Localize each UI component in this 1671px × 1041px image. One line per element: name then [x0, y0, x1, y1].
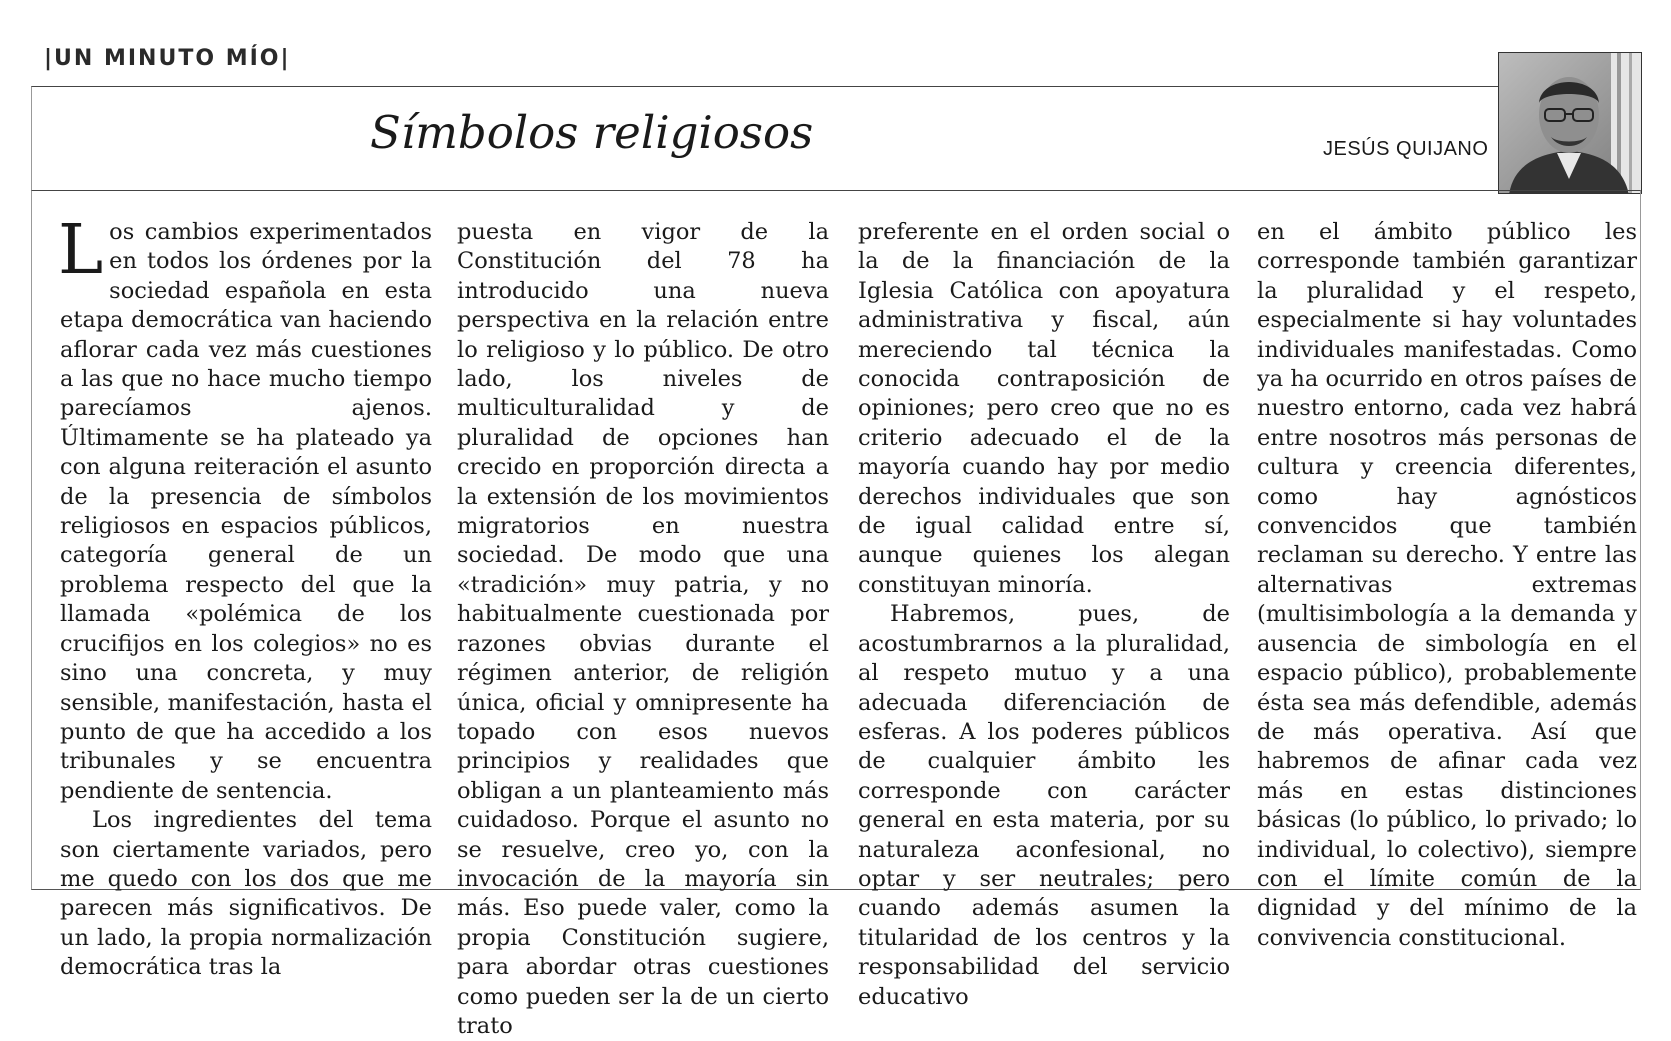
paragraph: preferente en el orden social o la de la financiación de la Iglesia Católica con apoyatura administrativa y fiscal, aún mereciendo tal técnica la conocida contraposición de opiniones; pero creo que no es criterio adecuado el de la mayoría cuando hay por medio derechos individuales que son de igual calidad entre sí, aunque quienes los alegan constituyan minoría.: [858, 219, 1230, 598]
article-column-4: [1257, 218, 1637, 953]
article-title: Símbolos religiosos: [370, 106, 814, 159]
paragraph: Habremos, pues, de acostumbrarnos a la pluralidad, al respeto mutuo y a una adecuada diferenciación de esferas. A los poderes públicos de cualquier ámbito les corresponde con carácter general en esta materia, por su naturaleza aconfesional, no optar y ser neutrales; pero cuando además asumen la titularidad de los centros y la responsabilidad del servicio educativo: [858, 601, 1230, 1010]
drop-cap: L: [58, 211, 104, 290]
article-column-1: [58, 211, 432, 983]
author-name: JESÚS QUIJANO: [1323, 138, 1489, 160]
section-label: |UN MINUTO MÍO|: [44, 46, 291, 71]
article-column-3: [858, 218, 1230, 1012]
paragraph: Los ingredientes del tema son ciertamente variados, pero me quedo con los dos que me parecen más significativos. De un lado, la propia normalización democrática tras la: [60, 807, 432, 981]
paragraph: puesta en vigor de la Constitución del 78 ha introducido una nueva perspectiva en la relación entre lo religioso y lo público. De otro lado, los niveles de multiculturalidad y de pluralidad de opciones han crecido en proporción directa a la extensión de los movimientos migratorios en nuestra sociedad. De modo que una «tradición» muy patria, y no habitualmente cuestionada por razones obvias durante el régimen anterior, de religión única, oficial y omnipresente ha topado con esos nuevos principios y realidades que obligan a un planteamiento más cuidadoso. Porque el asunto no se resuelve, creo yo, con la invocación de la mayoría sin más. Eso puede valer, como la propia Constitución sugiere, para abordar otras cuestiones como pueden ser la de un cierto trato: [457, 219, 829, 1039]
article-column-2: [457, 218, 829, 1041]
paragraph: en el ámbito público les corresponde también garantizar la pluralidad y el respeto, especialmente si hay voluntades individuales manifestadas. Como ya ha ocurrido en otros países de nuestro entorno, cada vez habrá entre nosotros más personas de cultura y creencia diferentes, como hay agnósticos convencidos que también reclaman su derecho. Y entre las alternativas extremas (multisimbología a la demanda y ausencia de simbología en el espacio público), probablemente ésta sea más defendible, además de más operativa. Así que habremos de afinar cada vez más en estas distinciones básicas (lo público, lo privado; lo individual, lo colectivo), siempre con el límite común de la dignidad y del mínimo de la convivencia constitucional.: [1257, 219, 1637, 951]
author-portrait-icon: [1499, 53, 1642, 194]
author-photo: [1498, 52, 1642, 194]
paragraph: Los cambios experimentados en todos los órdenes por la sociedad española en esta etapa democrática van haciendo aflorar cada vez más cuestiones a las que no hace mucho tiempo parecíamos ajenos. Últimamente se ha plateado ya con alguna reiteración el asunto de la presencia de símbolos religiosos en espacios públicos, categoría general de un problema respecto del que la llamada «polémica de los crucifijos en los colegios» no es sino una concreta, y muy sensible, manifestación, hasta el punto de que ha accedido a los tribunales y se encuentra pendiente de sentencia.: [58, 211, 432, 804]
